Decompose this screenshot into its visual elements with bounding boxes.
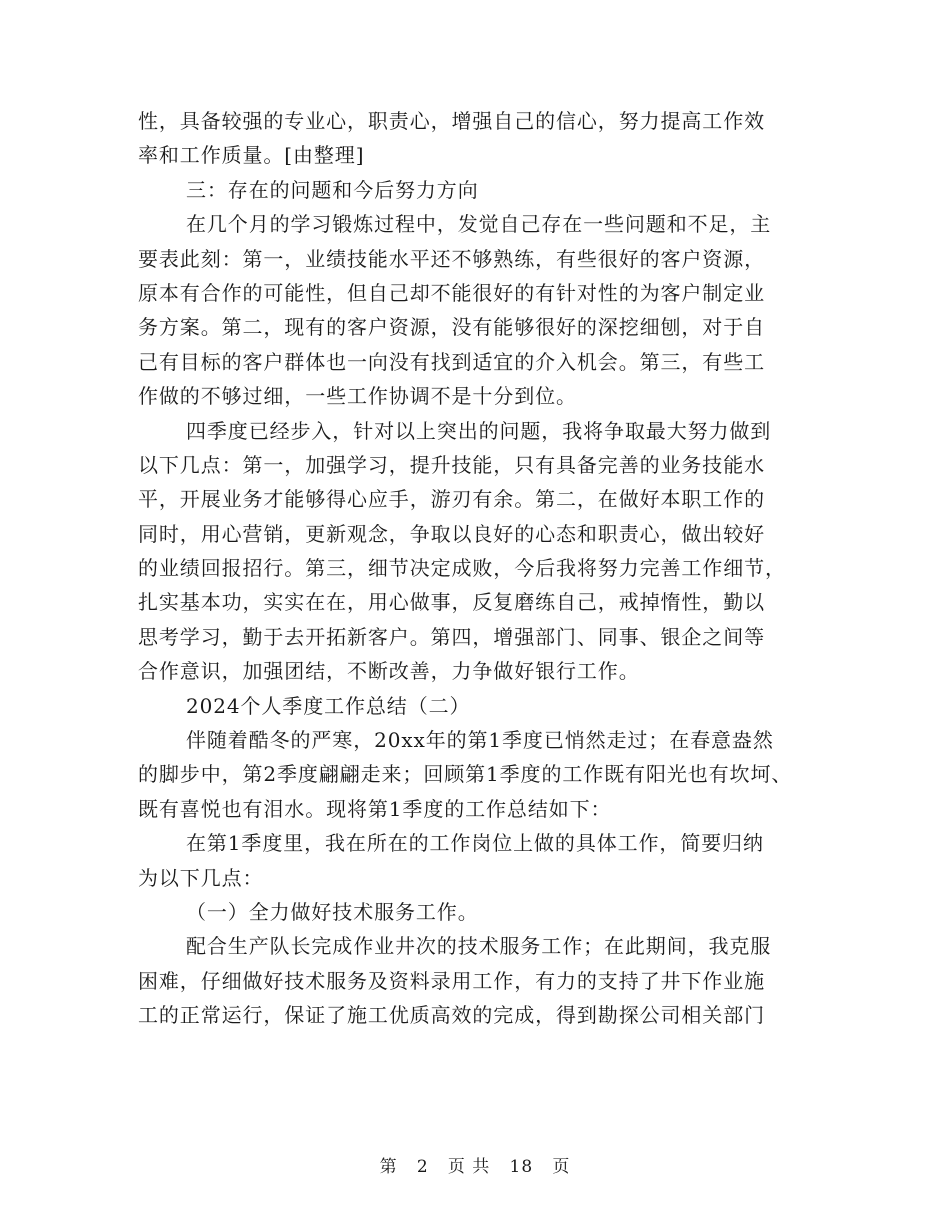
text-line: 困难，仔细做好技术服务及资料录用工作，有力的支持了井下作业施 [138,968,765,993]
text-line: 伴随着酷冬的严寒，20xx年的第1季度已悄然走过；在春意盎然 [186,728,774,753]
document-body [138,104,828,1033]
text-line: 务方案。第二，现有的客户资源，没有能够很好的深挖细刨，对于自 [138,315,765,340]
footer-page-number: 2 [416,1157,429,1177]
text-line: 既有喜悦也有泪水。现将第1季度的工作总结如下： [138,796,612,821]
text-line: 己有目标的客户群体也一向没有找到适宜的介入机会。第三，有些工 [138,349,765,374]
text-line: （一）全力做好技术服务工作。 [186,899,479,924]
text-line: 作做的不够过细，一些工作协调不是十分到位。 [138,384,577,409]
text-line: 性，具备较强的专业心，职责心，增强自己的信心，努力提高工作效 [138,109,765,133]
text-line: 配合生产队长完成作业井次的技术服务工作；在此期间，我克服 [186,934,772,959]
footer-prefix: 第 [379,1157,398,1177]
text-line: 四季度已经步入，针对以上突出的问题，我将争取最大努力做到 [186,418,772,443]
text-line: 在几个月的学习锻炼过程中，发觉自己存在一些问题和不足，主 [186,212,772,237]
text-line: 为以下几点： [138,865,264,890]
text-line: 的业绩回报招行。第三，细节决定成败，今后我将努力完善工作细节， [138,556,786,581]
text-line: 同时，用心营销，更新观念，争取以良好的心态和职责心，做出较好 [138,521,765,546]
text-line: 工的正常运行，保证了施工优质高效的完成，得到勘探公司相关部门 [138,1003,765,1028]
text-line: 平，开展业务才能够得心应手，游刃有余。第二，在做好本职工作的 [138,487,765,512]
text-line: 以下几点：第一，加强学习，提升技能，只有具备完善的业务技能水 [138,452,765,477]
text-line: 三：存在的问题和今后努力方向 [186,177,479,202]
text-line: 原本有合作的可能性，但自己却不能很好的有针对性的为客户制定业 [138,280,765,305]
text-line: 扎实基本功，实实在在，用心做事，反复磨练自己，戒掉惰性，勤以 [138,590,765,615]
text-line: 在第1季度里，我在所在的工作岗位上做的具体工作，简要归纳 [186,831,764,856]
footer-middle: 页 共 [447,1157,491,1177]
text-line: 2024个人季度工作总结（二） [186,693,471,718]
footer-total-pages: 18 [509,1157,534,1177]
page-footer [0,1152,950,1177]
text-line: 合作意识，加强团结，不断改善，力争做好银行工作。 [138,659,640,684]
text-line: 要表此刻：第一，业绩技能水平还不够熟练，有些很好的客户资源， [138,246,765,271]
text-line: 思考学习，勤于去开拓新客户。第四，增强部门、同事、银企之间等 [138,624,765,649]
footer-suffix: 页 [552,1157,571,1177]
text-line: 的脚步中，第2季度翩翩走来；回顾第1季度的工作既有阳光也有坎坷、 [138,762,793,787]
text-line: 率和工作质量。[由整理] [138,143,365,168]
